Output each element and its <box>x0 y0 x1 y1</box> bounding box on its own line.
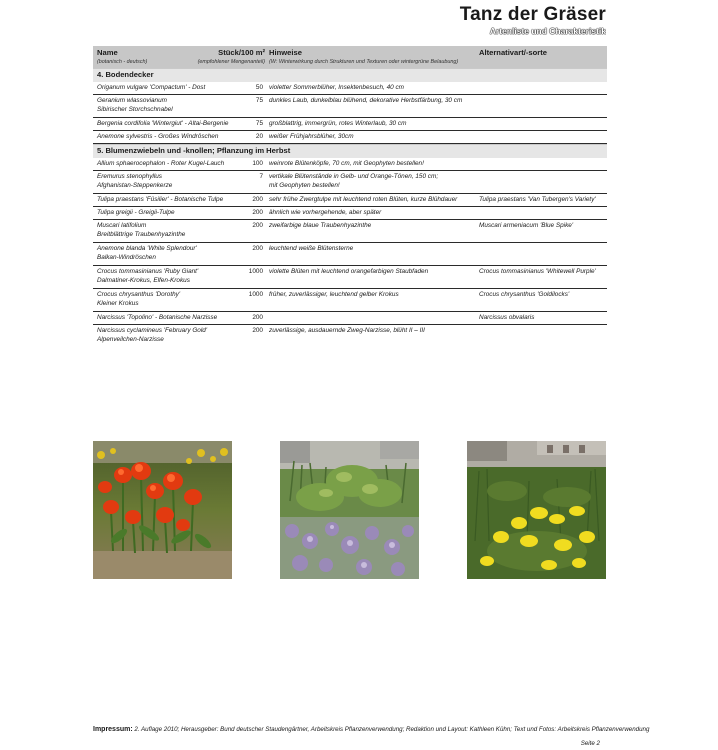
species-name-line: Crocus chrysanthus 'Dorothy' <box>97 291 181 298</box>
species-notes <box>269 173 474 190</box>
table-row <box>93 207 607 220</box>
table-row <box>93 312 607 325</box>
species-name-line: Dalmatiner-Krokus, Elfen-Krokus <box>97 276 190 284</box>
header-count-sub: (empfohlener Mengenanteil) <box>197 59 265 65</box>
species-alternative: Crocus chrysanthus 'Goldilocks' <box>479 291 570 298</box>
red-tulips-photo <box>93 441 232 579</box>
page-number: Seite 2 <box>580 740 600 747</box>
species-notes <box>269 97 474 106</box>
species-count: 7 <box>259 173 263 180</box>
imprint-text: 2. Auflage 2010; Herausgeber: Bund deutscher Staudengärtner, Arbeitskreis Pflanzenverwendung; Redaktion und Layout: Kathleen Kühn; Text und Fotos: Arbeitskreis Pflanzenverwendung <box>132 726 650 733</box>
table-row <box>93 220 607 243</box>
species-count: 75 <box>255 120 263 127</box>
species-name-line: Tulipa praestans 'Füsilier' - Botanische Tulpe <box>97 196 224 203</box>
table-row <box>93 82 607 95</box>
table-row <box>93 194 607 207</box>
species-name-line: Origanum vulgare 'Compactum' - Dost <box>97 84 206 91</box>
species-notes-line: großblattrig, immergrün, rotes Winterlaub, 30 cm <box>269 120 407 127</box>
species-notes-line: ähnlich wie vorhergehende, aber später <box>269 209 382 216</box>
species-name-line: Sibirischer Storchschnabel <box>97 105 173 113</box>
species-count: 200 <box>252 245 263 252</box>
species-name-line: Kleiner Krokus <box>97 299 139 307</box>
species-count: 200 <box>252 314 263 321</box>
section-title: 5. Blumenzwiebeln und -knollen; Pflanzung im Herbst <box>97 146 291 155</box>
header-name: Name <box>97 48 118 57</box>
species-name-line: Anemone sylvestris - Großes Windröschen <box>97 133 219 140</box>
page-subtitle-wrap <box>440 26 606 37</box>
species-table <box>93 46 607 347</box>
species-alternative: Tulipa praestans 'Van Tubergen's Variety' <box>479 196 596 203</box>
species-name-line: Muscari latifolium <box>97 222 147 229</box>
species-count: 1000 <box>248 268 263 275</box>
table-row <box>93 325 607 347</box>
species-notes <box>269 160 474 169</box>
species-notes-line: sehr frühe Zwergtulpe mit leuchtend roten Blüten, kurze Blühdauer <box>269 196 458 203</box>
imprint-label: Impressum: <box>93 726 133 733</box>
page-title: Tanz der Gräser <box>459 4 606 25</box>
table-row <box>93 118 607 131</box>
species-name-line: Allium sphaerocephalon - Roter Kugel-Lauch <box>97 160 225 167</box>
species-name-line: Narcissus cyclamineus 'February Gold' <box>97 327 208 334</box>
species-notes-line: violetter Sommerblüher, Insektenbesuch, 40 cm <box>269 84 404 91</box>
table-row <box>93 158 607 171</box>
species-count: 200 <box>252 222 263 229</box>
table-row <box>93 266 607 289</box>
header-notes: Hinweise <box>269 48 302 57</box>
species-notes-line: weinrote Blütenköpfe, 70 cm, mit Geophyten bestellen! <box>269 160 424 167</box>
species-name-line: Balkan-Windröschen <box>97 253 156 261</box>
species-notes <box>269 196 474 205</box>
species-count: 20 <box>255 133 263 140</box>
species-notes <box>269 222 474 231</box>
species-name-line: Crocus tommasinianus 'Ruby Giant' <box>97 268 199 275</box>
geranium-garden-photo <box>280 441 419 579</box>
species-name-line: Alpenveilchen-Narzisse <box>97 335 164 343</box>
page-subtitle: Artenliste und Charakteristik <box>489 26 606 36</box>
species-name-line: Geranium wlassovianum <box>97 97 167 104</box>
species-notes <box>269 245 474 254</box>
species-notes-line: vertikale Blütenstände in Gelb- und Orange-Tönen, 150 cm; <box>269 173 439 180</box>
table-row <box>93 243 607 266</box>
species-notes-line: früher, zuverlässiger, leuchtend gelber Krokus <box>269 291 399 298</box>
table-row <box>93 95 607 118</box>
species-alternative: Muscari armeniacum 'Blue Spike' <box>479 222 574 229</box>
imprint <box>93 726 649 733</box>
section-title: 4. Bodendecker <box>97 70 154 79</box>
species-name-line: Bergenia cordifolia 'Wintergiut' - Altai-Bergenie <box>97 120 229 127</box>
section-heading <box>93 68 607 82</box>
species-notes-line: leuchtend weiße Blütensterne <box>269 245 354 252</box>
species-name-line: Narcissus 'Topolino' - Botanische Narzisse <box>97 314 218 321</box>
species-notes-line: zweifarbige blaue Traubenhyazinthe <box>269 222 372 229</box>
section-heading <box>93 144 607 158</box>
species-count: 1000 <box>248 291 263 298</box>
species-alternative: Crocus tommasinianus 'Whitewell Purple' <box>479 268 596 275</box>
species-notes <box>269 120 474 129</box>
species-count: 200 <box>252 327 263 334</box>
table-header <box>93 46 607 68</box>
species-count: 50 <box>255 84 263 91</box>
species-name-line: Eremurus stenophyllus <box>97 173 163 180</box>
species-notes-line: mit Geophyten bestellen! <box>269 181 340 189</box>
species-notes-line: violette Blüten mit leuchtend orangefarbigen Staubfaden <box>269 268 429 275</box>
table-row <box>93 289 607 312</box>
species-notes-line: zuverlässige, ausdauernde Zweg-Narzisse, blüht II – III <box>269 327 425 334</box>
species-notes-line: dunkles Laub, dunkelblau blühend, dekorative Herbstfärbung, 30 cm <box>269 97 463 104</box>
species-name-line: Anemone blanda 'White Splendour' <box>97 245 197 252</box>
table-row <box>93 171 607 194</box>
header-count: Stück/100 m² <box>218 48 265 57</box>
header-name-sub: (botanisch - deutsch) <box>97 59 148 65</box>
species-count: 75 <box>255 97 263 104</box>
table-row <box>93 131 607 144</box>
table-body <box>93 68 607 347</box>
species-name-line: Tulipa greigii - Greigii-Tulpe <box>97 209 175 216</box>
species-alternative: Narcissus obvalaris <box>479 314 535 321</box>
species-count: 200 <box>252 209 263 216</box>
species-notes <box>269 84 474 93</box>
species-count: 100 <box>252 160 263 167</box>
species-notes <box>269 327 474 336</box>
species-notes <box>269 133 474 142</box>
yellow-yarrow-photo <box>467 441 606 579</box>
species-notes <box>269 209 474 218</box>
species-notes-line: weißer Frühjahrsblüher, 30cm <box>269 133 354 140</box>
header-alternative: Alternativart/-sorte <box>479 48 547 57</box>
species-name-line: Afghanistan-Steppenkerze <box>97 181 173 189</box>
header-notes-sub: (W: Winterwirkung durch Strukturen und Texturen oder wintergrüne Belaubung) <box>269 59 459 65</box>
species-count: 200 <box>252 196 263 203</box>
species-notes <box>269 291 474 300</box>
species-name-line: Breitblättrige Traubenhyazinthe <box>97 230 186 238</box>
species-notes <box>269 268 474 277</box>
